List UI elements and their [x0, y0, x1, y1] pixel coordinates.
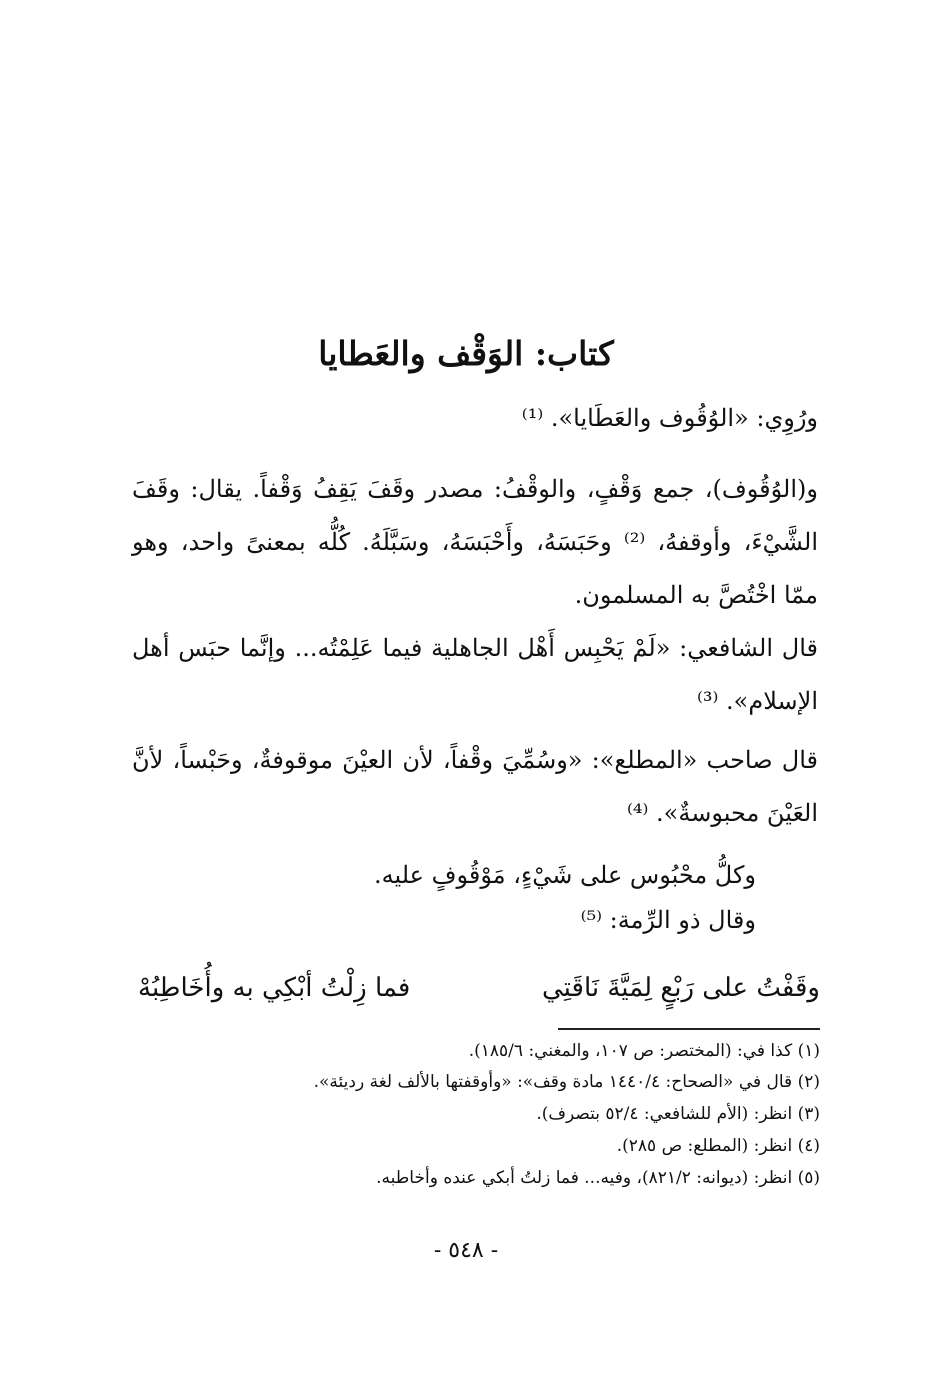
chapter-title: كتاب: الوَقْف والعَطايا [318, 334, 614, 373]
footnote-3: (٣) انظر: (الأم للشافعي: ٥٢/٤ بتصرف). [536, 1104, 820, 1124]
poetry-verse [138, 958, 820, 1018]
footnote-1: (١) كذا في: (المختصر: ص ١٠٧، والمغني: ١٨٥/٦). [468, 1041, 820, 1061]
page-number: - ٥٤٨ - [433, 1238, 499, 1263]
verse-second-hemistich: فما زِلْتُ أبْكِي به وأُخَاطِبُهْ [138, 973, 411, 1003]
footnote-5: (٥) انظر: (ديوانه: ٨٢١/٢)، وفيه... فما زلتُ أبكي عنده وأخاطبه. [376, 1168, 820, 1188]
footnote-separator [558, 1028, 820, 1030]
footnote-4: (٤) انظر: (المطلع: ص ٢٨٥). [616, 1136, 820, 1156]
verse-first-hemistich: وقَفْتُ على رَبْعٍ لِمَيَّةَ نَاقَتِي [542, 973, 820, 1003]
paragraph-shafii-quote: قال الشافعي: «لَمْ يَحْبِس أَهْل الجاهلية فيما عَلِمْتُه... وإنَّما حبَس أهل الإسلام». ⁽³⁾ [132, 634, 818, 715]
paragraph-mutla-quote: قال صاحب «المطلع»: «وسُمِّيَ وقْفاً، لأن العيْنَ موقوفةٌ، وحَبْساً، لأنَّ العَيْنَ محبوسةٌ». ⁽⁴⁾ [132, 746, 818, 827]
paragraph-mahbus: وكلُّ محْبُوس على شَيْءٍ، مَوْقُوفٍ عليه. [373, 861, 756, 889]
paragraph-narration: ورُوِي: «الوُقُوف والعَطَايا». ⁽¹⁾ [521, 404, 818, 432]
paragraph-definition: و(الوُقُوف)، جمع وَقْفٍ، والوقْفُ: مصدر وقَفَ يَقِفُ وَقْفاً. يقال: وقَفَ الشَّيْءَ، وأوقفهُ، ⁽²⁾ وحَبَسَهُ، وأَحْبَسَهُ، وسَبَّلَهُ. كُلُّه بمعنىً واحد، وهو ممّا اخْتُصَّ به المسلمون. [132, 475, 818, 609]
paragraph-dhul-rumma: وقال ذو الرِّمة: ⁽⁵⁾ [580, 906, 756, 934]
footnote-2: (٢) قال في «الصحاح: ١٤٤٠/٤ مادة وقف»: «وأوقفتها بالألف لغة رديئة». [313, 1072, 820, 1092]
